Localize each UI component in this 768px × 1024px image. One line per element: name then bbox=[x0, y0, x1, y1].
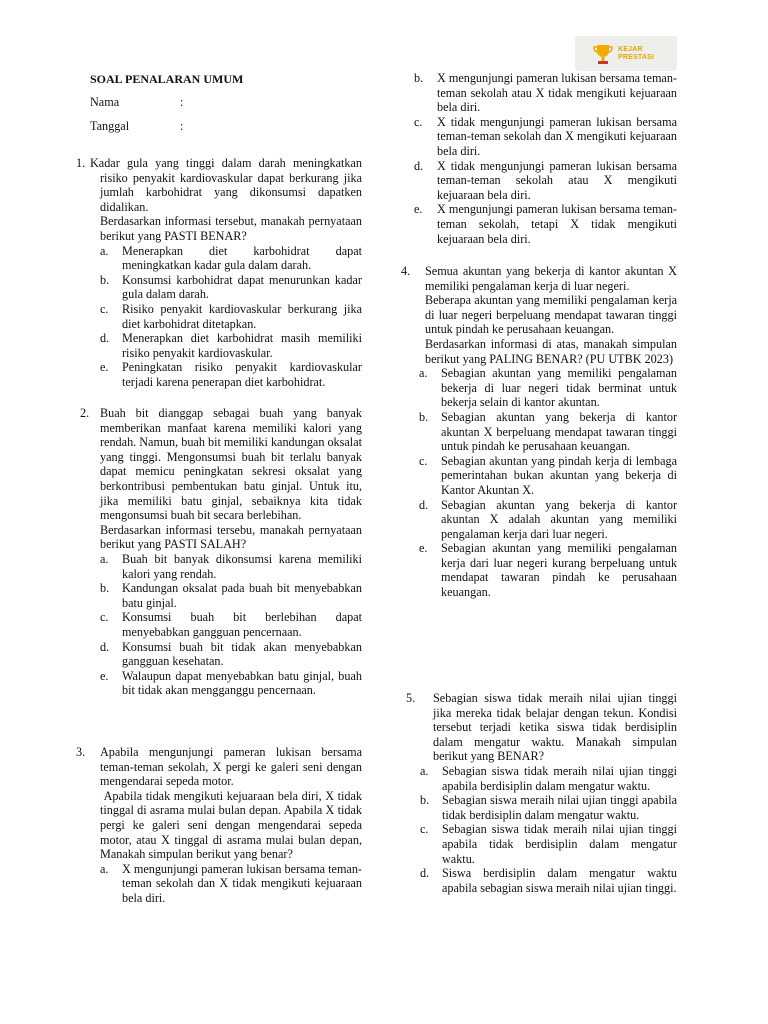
options-list bbox=[100, 552, 362, 698]
option-text: Sebagian akuntan yang memiliki pengalaman bekerja di luar negeri tidak berminat untuk bekerja selain di kantor akuntan. bbox=[441, 366, 677, 410]
option-d[interactable] bbox=[100, 640, 362, 669]
page-title: SOAL PENALARAN UMUM bbox=[90, 72, 244, 86]
option-label: e. bbox=[414, 202, 423, 217]
options-list bbox=[420, 764, 677, 895]
question-5 bbox=[406, 691, 677, 895]
question-number: 5. bbox=[406, 691, 416, 705]
question-stem bbox=[90, 156, 362, 244]
option-text: Sebagian akuntan yang bekerja di kantor akuntan X berpeluang mendapat tawaran tinggi untuk pindah ke perusahaan keuangan. bbox=[441, 409, 677, 454]
option-label: b. bbox=[419, 409, 429, 424]
option-text: X tidak mengunjungi pameran lukisan bersama teman-teman sekolah atau X mengikuti kejuaraan bela diri. bbox=[437, 158, 677, 202]
question-stem bbox=[433, 691, 677, 764]
question-3-continued bbox=[414, 71, 677, 246]
nama-colon: : bbox=[180, 95, 184, 109]
stem-paragraph: Berdasarkan informasi di atas, manakah simpulan berikut yang PALING BENAR? (PU UTBK 2023) bbox=[425, 336, 677, 366]
option-label: a. bbox=[100, 861, 109, 876]
option-label: e. bbox=[419, 541, 428, 556]
stem-paragraph: Berdasarkan informasi tersebut, manakah pernyataan berikut yang PASTI BENAR? bbox=[100, 214, 362, 243]
tanggal-colon: : bbox=[180, 119, 184, 133]
option-text: Konsumsi buah bit tidak akan menyebabkan gangguan kesehatan. bbox=[122, 639, 362, 669]
option-a[interactable] bbox=[420, 764, 677, 793]
option-label: c. bbox=[419, 453, 428, 468]
option-text: Buah bit banyak dikonsumsi karena memiliki kalori yang rendah. bbox=[122, 551, 362, 581]
option-label: e. bbox=[100, 360, 109, 375]
option-label: a. bbox=[419, 366, 428, 381]
question-number: 2. bbox=[80, 406, 90, 420]
question-1 bbox=[76, 156, 362, 390]
option-c[interactable] bbox=[100, 610, 362, 639]
option-text: Menerapkan diet karbohidrat masih memiliki risiko penyakit kardiovaskular. bbox=[122, 331, 362, 360]
stem-paragraph: Berdasarkan informasi tersebu, manakah pernyataan berikut yang PASTI SALAH? bbox=[100, 522, 362, 552]
question-4 bbox=[401, 264, 677, 600]
question-stem bbox=[100, 745, 366, 862]
option-text: Sebagian siswa tidak meraih nilai ujian tinggi apabila berdisiplin dalam mengatur waktu. bbox=[442, 763, 677, 793]
option-label: e. bbox=[100, 668, 109, 683]
question-number: 1. bbox=[76, 156, 86, 170]
tanggal-row bbox=[90, 119, 290, 134]
option-a[interactable] bbox=[100, 862, 362, 906]
option-text: Siswa berdisiplin dalam mengatur waktu apabila sebagian siswa meraih nilai ujian tinggi. bbox=[442, 866, 677, 895]
option-text: Walaupun dapat menyebabkan batu ginjal, buah bit tidak akan mengganggu pencernaan. bbox=[122, 668, 362, 698]
option-c[interactable] bbox=[419, 454, 677, 498]
option-label: b. bbox=[100, 272, 110, 287]
logo-line1: KEJAR bbox=[618, 45, 643, 53]
stem-paragraph: Apabila tidak mengikuti kejuaraan bela diri, X tidak tinggal di asrama mulai bulan depan. Apabila X tidak pergi ke galeri seni dengan mengendarai sepeda motor, atau X tinggal di asrama mulai bulan depan, Manakah simpulan berikut yang benar? bbox=[100, 788, 366, 862]
option-text: X mengunjungi pameran lukisan bersama teman-teman sekolah dan X tidak mengikuti kejuaraan bela diri. bbox=[122, 861, 362, 905]
option-label: a. bbox=[100, 243, 109, 258]
option-label: c. bbox=[100, 301, 109, 316]
option-text: Sebagian siswa tidak meraih nilai ujian tinggi apabila tidak berdisiplin dalam mengatur waktu. bbox=[442, 822, 677, 866]
option-e[interactable] bbox=[414, 202, 677, 246]
option-c[interactable] bbox=[414, 115, 677, 159]
question-number: 3. bbox=[76, 745, 86, 759]
question-3 bbox=[76, 745, 366, 906]
option-label: c. bbox=[414, 114, 423, 129]
option-b[interactable] bbox=[419, 410, 677, 454]
option-label: b. bbox=[100, 581, 110, 596]
option-d[interactable] bbox=[414, 159, 677, 203]
option-text: X mengunjungi pameran lukisan bersama teman-teman sekolah atau X tidak mengikuti kejuaraan bela diri. bbox=[437, 71, 677, 115]
question-stem bbox=[100, 406, 362, 552]
option-text: Sebagian akuntan yang pindah kerja di lembaga pemerintahan bukan akuntan yang bekerja di Kantor Akuntan X. bbox=[441, 453, 677, 497]
option-label: c. bbox=[420, 822, 429, 837]
option-c[interactable] bbox=[100, 302, 362, 331]
option-text: Sebagian siswa meraih nilai ujian tinggi apabila tidak berdisiplin dalam mengatur waktu. bbox=[442, 793, 677, 822]
option-b[interactable] bbox=[414, 71, 677, 115]
option-c[interactable] bbox=[420, 822, 677, 866]
stem-paragraph: Semua akuntan yang bekerja di kantor akuntan X memiliki pengalaman kerja di luar negeri. bbox=[425, 264, 677, 293]
stem-paragraph: Buah bit dianggap sebagai buah yang banyak memberikan manfaat karena memiliki kalori yang rendah. Namun, buah bit memiliki kandungan oksalat yang tinggi. Mengonsumsi buah bit terlalu banyak dapat memicu peningkatan sekresi oksalat yang berkontribusi pembentukan batu ginjal. Untuk itu, jika memiliki batu ginjal, sebaiknya kita tidak mengonsumsi buah bit secara berlebihan. bbox=[100, 406, 362, 523]
option-e[interactable] bbox=[100, 669, 362, 698]
options-list bbox=[419, 366, 677, 600]
option-text: Sebagian akuntan yang memiliki pengalaman kerja dari luar negeri kurang berpeluang untuk mendapat tawaran pindah ke perusahaan keuangan. bbox=[441, 541, 677, 600]
question-2 bbox=[80, 406, 362, 698]
option-label: a. bbox=[420, 763, 429, 778]
option-a[interactable] bbox=[419, 366, 677, 410]
options-list bbox=[100, 244, 362, 390]
logo bbox=[575, 36, 677, 71]
question-number: 4. bbox=[401, 264, 411, 278]
option-label: b. bbox=[414, 71, 424, 85]
option-d[interactable] bbox=[419, 498, 677, 542]
option-label: c. bbox=[100, 610, 109, 625]
option-text: Sebagian akuntan yang bekerja di kantor akuntan X adalah akuntan yang memiliki pengalaman kerja dari luar negeri. bbox=[441, 497, 677, 541]
logo-line2: PRESTASI bbox=[618, 53, 655, 61]
option-b[interactable] bbox=[100, 581, 362, 610]
option-text: Peningkatan risiko penyakit kardiovaskular terjadi karena penerapan diet karbohidrat. bbox=[122, 360, 362, 389]
option-a[interactable] bbox=[100, 244, 362, 273]
question-stem bbox=[425, 264, 677, 366]
option-text: Kandungan oksalat pada buah bit menyebabkan batu ginjal. bbox=[122, 581, 362, 610]
option-label: d. bbox=[100, 331, 110, 346]
option-label: d. bbox=[100, 639, 110, 654]
option-text: X tidak mengunjungi pameran lukisan bersama teman-teman sekolah dan X mengikuti kejuaraan bela diri. bbox=[437, 114, 677, 158]
option-e[interactable] bbox=[419, 541, 677, 599]
option-text: Menerapkan diet karbohidrat dapat meningkatkan kadar gula dalam darah. bbox=[122, 243, 362, 273]
option-label: b. bbox=[420, 793, 430, 808]
option-d[interactable] bbox=[100, 331, 362, 360]
trophy-icon bbox=[593, 43, 613, 65]
stem-paragraph: Beberapa akuntan yang memiliki pengalaman kerja di luar negeri berpeluang mendapat tawaran tinggi untuk pindah ke perusahaan keuangan. bbox=[425, 293, 677, 337]
option-b[interactable] bbox=[100, 273, 362, 302]
option-a[interactable] bbox=[100, 552, 362, 581]
option-b[interactable] bbox=[420, 793, 677, 822]
nama-label: Nama bbox=[90, 95, 120, 109]
option-text: Konsumsi karbohidrat dapat menurunkan kadar gula dalam darah. bbox=[122, 272, 362, 302]
nama-row bbox=[90, 95, 290, 110]
option-text: Konsumsi buah bit berlebihan dapat menyebabkan gangguan pencernaan. bbox=[122, 610, 362, 639]
stem-paragraph: Sebagian siswa tidak meraih nilai ujian tinggi jika mereka tidak belajar dengan tekun. Kondisi tersebut terjadi ketika siswa tidak berdisiplin dalam mengatur waktu. Manakah simpulan berikut yang BENAR? bbox=[433, 691, 677, 764]
option-text: Risiko penyakit kardiovaskular berkurang jika diet karbohidrat ditetapkan. bbox=[122, 301, 362, 331]
option-text: X mengunjungi pameran lukisan bersama teman-teman sekolah, tetapi X tidak mengikuti kejuaraan bela diri. bbox=[437, 202, 677, 246]
option-d[interactable] bbox=[420, 866, 677, 895]
option-label: d. bbox=[414, 158, 424, 173]
option-e[interactable] bbox=[100, 360, 362, 389]
option-label: a. bbox=[100, 551, 109, 566]
stem-paragraph: Apabila mengunjungi pameran lukisan bersama teman-teman sekolah, X pergi ke galeri seni dengan mengendarai sepeda motor. bbox=[100, 745, 362, 789]
options-list bbox=[100, 862, 362, 906]
stem-paragraph: Kadar gula yang tinggi dalam darah meningkatkan risiko penyakit kardiovaskular dapat berkurang jika jumlah karbohidrat yang dikonsumsi dapatken didalikan. bbox=[90, 156, 362, 214]
option-label: d. bbox=[419, 497, 429, 512]
tanggal-label: Tanggal bbox=[90, 119, 130, 133]
option-label: d. bbox=[420, 866, 430, 881]
